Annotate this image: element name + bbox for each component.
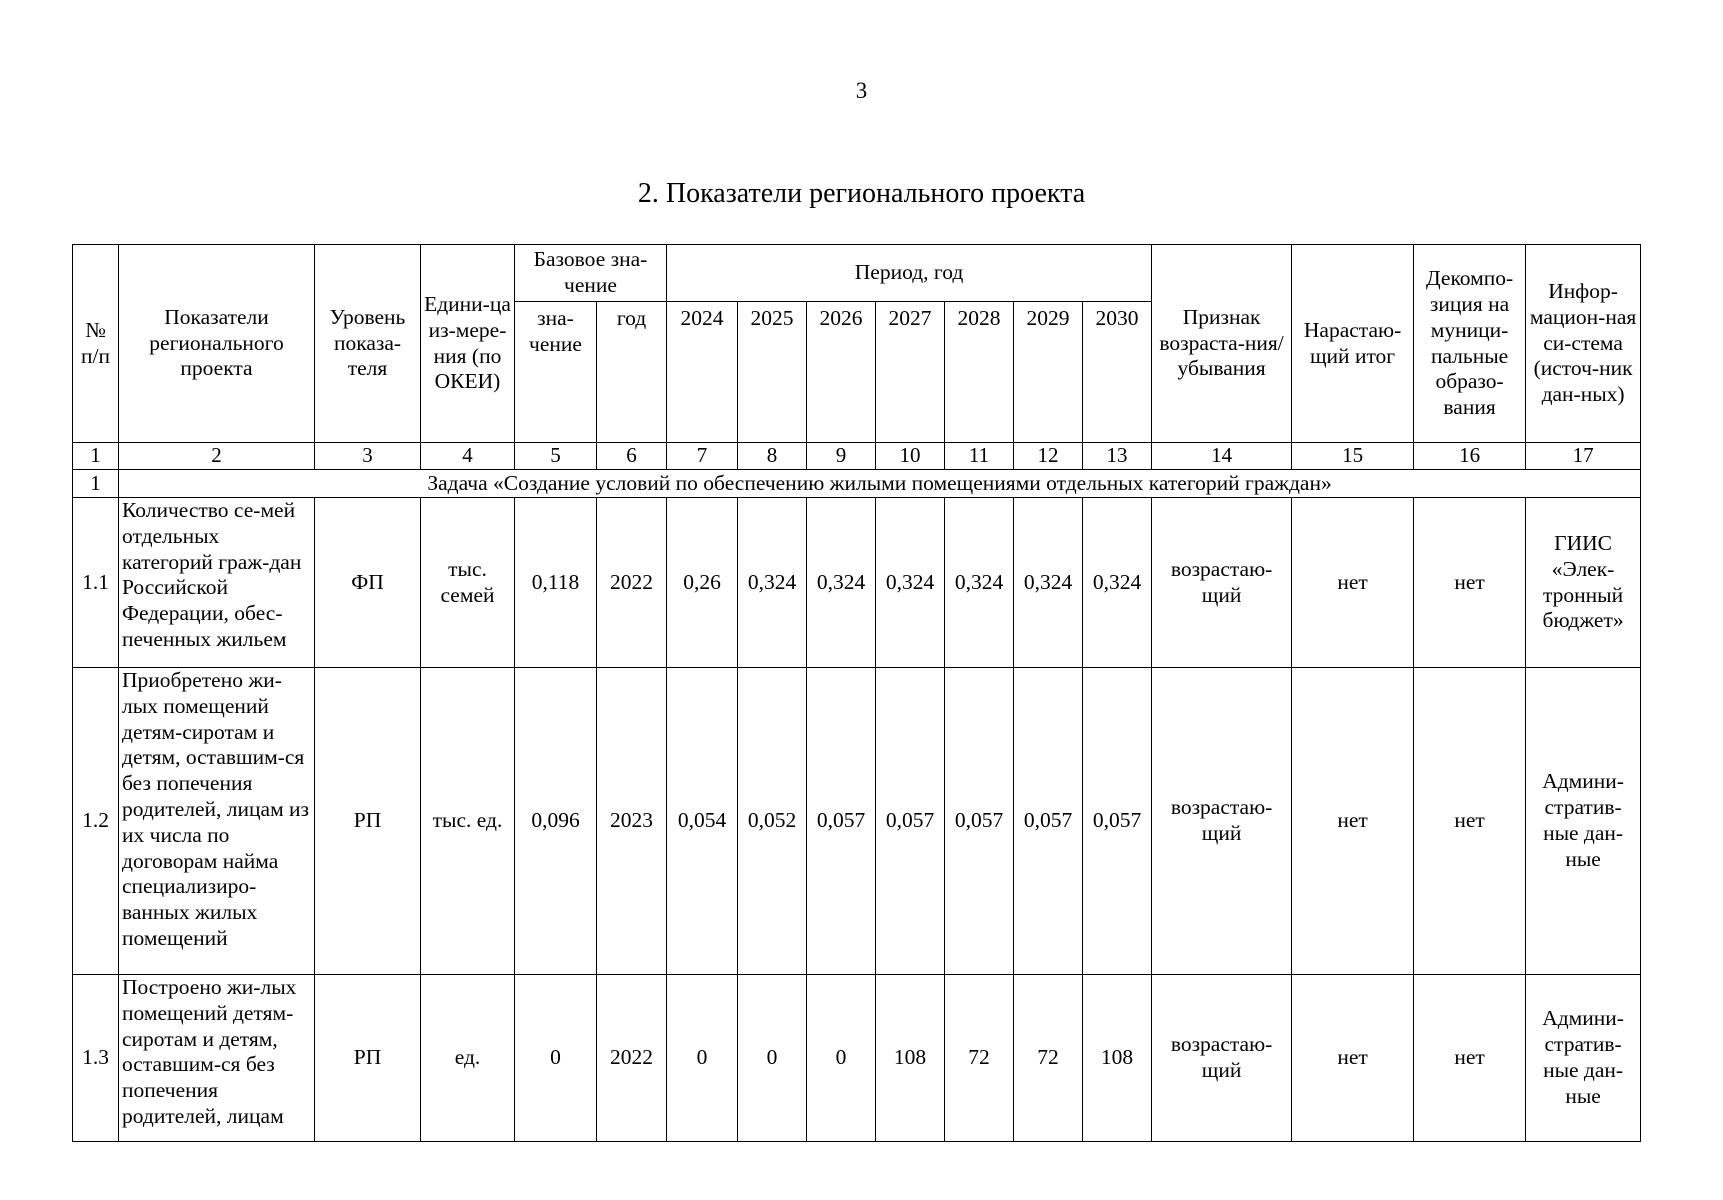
header-cumulative: Нарастаю-щий итог xyxy=(1292,245,1414,443)
year-value: 108 xyxy=(876,975,945,1142)
column-number: 5 xyxy=(515,443,597,470)
column-number: 12 xyxy=(1014,443,1083,470)
header-decomposition: Декомпо-зиция на муници-пальные образо-вания xyxy=(1414,245,1526,443)
column-number: 2 xyxy=(119,443,315,470)
column-number: 13 xyxy=(1083,443,1152,470)
page-number: 3 xyxy=(855,78,868,103)
base-value: 0,118 xyxy=(515,498,597,668)
header-unit: Едини-ца из-мере-ния (по ОКЕИ) xyxy=(421,245,515,443)
cumulative: нет xyxy=(1292,498,1414,668)
header-year: 2028 xyxy=(945,302,1014,443)
cumulative: нет xyxy=(1292,668,1414,975)
year-value: 72 xyxy=(1014,975,1083,1142)
indicator-unit: тыс. семей xyxy=(421,498,515,668)
indicator-unit: тыс. ед. xyxy=(421,668,515,975)
header-base-year: год xyxy=(597,302,667,443)
year-value: 0,057 xyxy=(876,668,945,975)
year-value: 0,052 xyxy=(738,668,807,975)
year-value: 0,324 xyxy=(1014,498,1083,668)
header-year: 2030 xyxy=(1083,302,1152,443)
column-number: 1 xyxy=(73,443,119,470)
year-value: 0,324 xyxy=(876,498,945,668)
header-level: Уровень показа-теля xyxy=(315,245,421,443)
header-base: Базовое зна-чение xyxy=(515,245,667,302)
cumulative: нет xyxy=(1292,975,1414,1142)
indicator-name: Количество се-мей отдельных категорий граж-дан Российской Федерации, обес-печенных жильем xyxy=(119,498,315,668)
year-value: 108 xyxy=(1083,975,1152,1142)
column-number: 14 xyxy=(1152,443,1292,470)
page-title: 2. Показатели регионального проекта xyxy=(637,178,1086,209)
decomposition: нет xyxy=(1414,668,1526,975)
data-source: Админи-стратив-ные дан-ные xyxy=(1526,668,1641,975)
indicator-level: РП xyxy=(315,668,421,975)
header-base-value: зна-чение xyxy=(515,302,597,443)
header-year: 2024 xyxy=(667,302,738,443)
header-row-1 xyxy=(73,245,1641,302)
base-year: 2022 xyxy=(597,975,667,1142)
header-year: 2025 xyxy=(738,302,807,443)
decomposition: нет xyxy=(1414,498,1526,668)
task-row xyxy=(73,470,1641,498)
year-value: 0,324 xyxy=(738,498,807,668)
column-number: 8 xyxy=(738,443,807,470)
header-year: 2027 xyxy=(876,302,945,443)
column-number-row xyxy=(73,443,1641,470)
year-value: 72 xyxy=(945,975,1014,1142)
base-value: 0,096 xyxy=(515,668,597,975)
year-value: 0,054 xyxy=(667,668,738,975)
column-number: 4 xyxy=(421,443,515,470)
base-year: 2022 xyxy=(597,498,667,668)
header-num: № п/п xyxy=(73,245,119,443)
trend: возрастаю-щий xyxy=(1152,668,1292,975)
year-value: 0 xyxy=(667,975,738,1142)
year-value: 0,324 xyxy=(945,498,1014,668)
row-number: 1.1 xyxy=(73,498,119,668)
column-number: 17 xyxy=(1526,443,1641,470)
table-row xyxy=(73,975,1641,1142)
indicator-level: РП xyxy=(315,975,421,1142)
base-value: 0 xyxy=(515,975,597,1142)
indicator-name: Построено жи-лых помещений детям-сиротам и детям, оставшим-ся без попечения родителей, лицам xyxy=(119,975,315,1142)
row-number: 1.3 xyxy=(73,975,119,1142)
task-number: 1 xyxy=(73,470,119,498)
year-value: 0,057 xyxy=(1014,668,1083,975)
column-number: 6 xyxy=(597,443,667,470)
indicator-name: Приобретено жи-лых помещений детям-сиротам и детям, оставшим-ся без попечения родителей, лицам из их числа по договорам найма специализиро-ванных жилых помещений xyxy=(119,668,315,975)
base-year: 2023 xyxy=(597,668,667,975)
column-number: 15 xyxy=(1292,443,1414,470)
year-value: 0 xyxy=(738,975,807,1142)
indicator-unit: ед. xyxy=(421,975,515,1142)
year-value: 0 xyxy=(807,975,876,1142)
decomposition: нет xyxy=(1414,975,1526,1142)
year-value: 0,324 xyxy=(1083,498,1152,668)
column-number: 11 xyxy=(945,443,1014,470)
trend: возрастаю-щий xyxy=(1152,498,1292,668)
column-number: 16 xyxy=(1414,443,1526,470)
header-year: 2029 xyxy=(1014,302,1083,443)
column-number: 10 xyxy=(876,443,945,470)
column-number: 9 xyxy=(807,443,876,470)
indicator-level: ФП xyxy=(315,498,421,668)
header-period: Период, год xyxy=(667,245,1152,302)
table-row xyxy=(73,498,1641,668)
header-source: Инфор-мацион-ная си-стема (источ-ник дан-ных) xyxy=(1526,245,1641,443)
column-number: 3 xyxy=(315,443,421,470)
header-indicator: Показатели регионального проекта xyxy=(119,245,315,443)
year-value: 0,057 xyxy=(945,668,1014,975)
trend: возрастаю-щий xyxy=(1152,975,1292,1142)
header-year: 2026 xyxy=(807,302,876,443)
year-value: 0,057 xyxy=(807,668,876,975)
header-trend: Признак возраста-ния/ убывания xyxy=(1152,245,1292,443)
year-value: 0,26 xyxy=(667,498,738,668)
row-number: 1.2 xyxy=(73,668,119,975)
data-source: Админи-стратив-ные дан-ные xyxy=(1526,975,1641,1142)
data-source: ГИИС «Элек-тронный бюджет» xyxy=(1526,498,1641,668)
year-value: 0,324 xyxy=(807,498,876,668)
column-number: 7 xyxy=(667,443,738,470)
year-value: 0,057 xyxy=(1083,668,1152,975)
indicators-table xyxy=(72,244,1641,1142)
table-row xyxy=(73,668,1641,975)
task-text: Задача «Создание условий по обеспечению жилыми помещениями отдельных категорий граждан» xyxy=(119,470,1641,498)
